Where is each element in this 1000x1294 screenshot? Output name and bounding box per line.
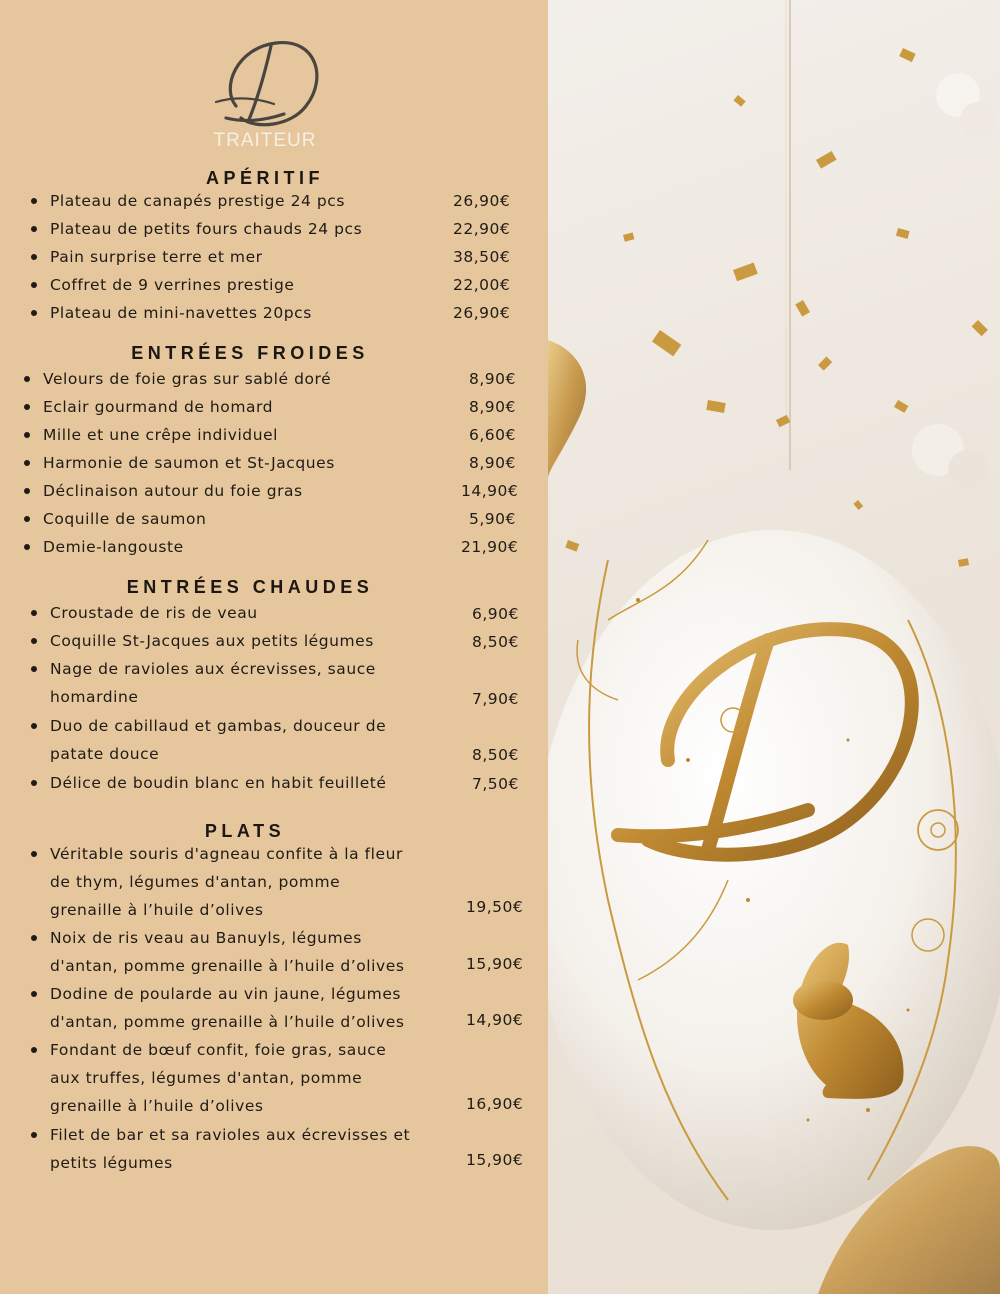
menu-item-price: 6,60€ <box>469 426 516 444</box>
menu-item-continuation: grenaille à l’huile d’olives <box>50 901 264 919</box>
menu-item-price: 8,90€ <box>469 370 516 388</box>
menu-item-continuation: aux truffes, légumes d'antan, pomme <box>50 1069 363 1087</box>
menu-item: Plateau de canapés prestige 24 pcs <box>50 192 345 210</box>
menu-item: Filet de bar et sa ravioles aux écrevisses et <box>50 1126 411 1144</box>
menu-item-price: 14,90€ <box>461 482 519 500</box>
menu-item-price: 8,50€ <box>472 746 519 764</box>
brand-name: TRAITEUR <box>213 130 317 151</box>
menu-item-continuation: de thym, légumes d'antan, pomme <box>50 873 341 891</box>
bullet <box>31 310 37 316</box>
bullet <box>31 851 37 857</box>
menu-item: Demie-langouste <box>43 538 184 556</box>
menu-item-price: 8,50€ <box>472 633 519 651</box>
section-title-aperitif: APÉRITIF <box>205 168 324 188</box>
menu-item-price: 19,50€ <box>466 898 524 916</box>
bullet <box>31 1047 37 1053</box>
menu-item-price: 26,90€ <box>453 304 511 322</box>
bullet <box>31 935 37 941</box>
menu-item: Coquille de saumon <box>43 510 207 528</box>
bullet <box>24 460 30 466</box>
menu-item-price: 16,90€ <box>466 1095 524 1113</box>
bullet <box>31 254 37 260</box>
menu-item: Déclinaison autour du foie gras <box>43 482 303 500</box>
bullet <box>24 376 30 382</box>
menu-item-price: 7,50€ <box>472 775 519 793</box>
menu-item-continuation: grenaille à l’huile d’olives <box>50 1097 264 1115</box>
bullet <box>31 723 37 729</box>
menu-item: Pain surprise terre et mer <box>50 248 263 266</box>
menu-item-price: 38,50€ <box>453 248 511 266</box>
bullet <box>31 638 37 644</box>
menu-item-price: 8,90€ <box>469 398 516 416</box>
bullet <box>31 991 37 997</box>
menu-item: Mille et une crêpe individuel <box>43 426 279 444</box>
menu-item-price: 15,90€ <box>466 955 524 973</box>
menu-item: Croustade de ris de veau <box>50 604 258 622</box>
bullet <box>31 1132 37 1138</box>
menu-item: Fondant de bœuf confit, foie gras, sauce <box>50 1041 387 1059</box>
section-title-plats: PLATS <box>204 821 286 841</box>
bullet <box>31 198 37 204</box>
bullet <box>24 432 30 438</box>
menu-item-continuation: homardine <box>50 688 139 706</box>
bullet <box>24 516 30 522</box>
section-title-entrees-froides: ENTRÉES FROIDES <box>131 343 369 363</box>
bullet <box>31 610 37 616</box>
menu-item: Velours de foie gras sur sablé doré <box>43 370 332 388</box>
menu-item: Coffret de 9 verrines prestige <box>50 276 295 294</box>
menu-item-price: 6,90€ <box>472 605 519 623</box>
bullet <box>31 282 37 288</box>
easter-egg-illustration <box>548 0 1000 1294</box>
menu-item: Plateau de mini-navettes 20pcs <box>50 304 312 322</box>
menu-item-price: 21,90€ <box>461 538 519 556</box>
section-title-entrees-chaudes: ENTRÉES CHAUDES <box>126 577 374 597</box>
menu-item: Noix de ris veau au Banuyls, légumes <box>50 929 362 947</box>
menu-item-price: 22,90€ <box>453 220 511 238</box>
menu-item: Duo de cabillaud et gambas, douceur de <box>50 717 387 735</box>
bullet <box>24 404 30 410</box>
bullet <box>31 226 37 232</box>
bullet <box>24 544 30 550</box>
menu-item-price: 26,90€ <box>453 192 511 210</box>
menu-item: Véritable souris d'agneau confite à la fleur <box>50 845 403 863</box>
menu-item: Délice de boudin blanc en habit feuilleté <box>50 774 387 792</box>
bullet <box>31 780 37 786</box>
menu-item-continuation: d'antan, pomme grenaille à l’huile d’olives <box>50 957 405 975</box>
menu-item-price: 22,00€ <box>453 276 511 294</box>
menu-item: Plateau de petits fours chauds 24 pcs <box>50 220 363 238</box>
bullet <box>24 488 30 494</box>
menu-item: Coquille St-Jacques aux petits légumes <box>50 632 374 650</box>
menu-item-continuation: petits légumes <box>50 1154 173 1172</box>
menu-item-price: 7,90€ <box>472 690 519 708</box>
bullet <box>31 666 37 672</box>
menu-item-price: 15,90€ <box>466 1151 524 1169</box>
menu-item: Nage de ravioles aux écrevisses, sauce <box>50 660 376 678</box>
menu-item-price: 14,90€ <box>466 1011 524 1029</box>
decorative-background <box>548 0 1000 1294</box>
menu-item: Dodine de poularde au vin jaune, légumes <box>50 985 402 1003</box>
menu-item: Eclair gourmand de homard <box>43 398 274 416</box>
menu-item-continuation: patate douce <box>50 745 160 763</box>
menu-item-continuation: d'antan, pomme grenaille à l’huile d’olives <box>50 1013 405 1031</box>
menu-item: Harmonie de saumon et St-Jacques <box>43 454 335 472</box>
menu-item-price: 8,90€ <box>469 454 516 472</box>
menu-item-price: 5,90€ <box>469 510 516 528</box>
